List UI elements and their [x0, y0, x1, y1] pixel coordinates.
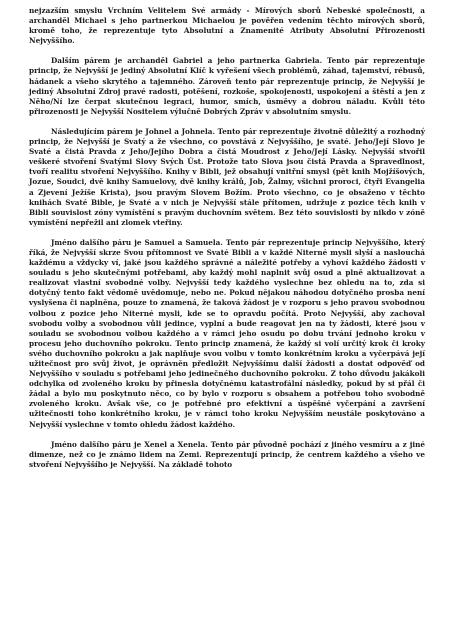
- paragraph-1: nejzazším smyslu Vrchním Velitelem Své armády - Mírových sborů Nebeské společnosti, a archanděl Michael s jeho partnerkou Michaelou je pověřen vedením těchto mírových sborů, kromě toho, že reprezentuje tyto Absolutní a Znamenité Atributy Absolutní Přirozenosti Nejvyššího.: [29, 6, 425, 46]
- paragraph-3: Následujícím párem je Johnel a Johnela. Tento pár reprezentuje životně důležitý a rozhodný princip, že Nejvyšší je Svatý a že všechno, co povstává z Nejvyššího, je svaté. Jeho/Její Slovo je Svaté a čistá Pravda z Jeho/Jejího Dobra a čistá Moudrost z Jeho/Její Lásky. Nejvyšší stvořil veškeré stvoření Svatými Slovy Svých Úst. Protože tato Slova jsou čistá Pravda a Spravedlnost, tvoří realitu stvoření Nejvyššího. Knihy v Bibli, jež obsahují vnitřní smysl (pět knih Mojžíšových, Jozue, Soudci, dvě knihy Samuelovy, dvě knihy králů, Job, Žalmy, všichni proroci, čtyři Evangelia a Zjevení Ježíše Krista), jsou pravým Slovem Božím. Proto všechno, co je obsaženo v těchto knihách Svaté Bible, je Svaté a v nich je Nejvyšší stále přítomen, udržuje z pozice těch knih v Bibli souvislost zóny vymístění s pravým duchovním světem. Bez této souvislosti by nikdo v zóně vymístění nepřežil ani zlomek vteřiny.: [29, 126, 425, 227]
- paragraph-5: Jméno dalšího páru je Xenel a Xenela. Tento pár původně pochází z jiného vesmíru a z jiné dimenze, než co je známo lidem na Zemi. Reprezentují princip, že centrem každého a všeho ve stvoření Nejvyššího je Nejvyšší. Na základě tohoto: [29, 439, 425, 469]
- paragraph-4: Jméno dalšího páru je Samuel a Samuela. Tento pár reprezentuje princip Nejvyššího, který říká, že Nejvyšší skrze Svou přítomnost ve Svaté Bibli a v každé Niterné mysli slyší a naslouchá každému a vždycky ví, jaké jsou každého správné a náležité potřeby a vyhoví každého žádosti v souladu s jeho skutečnými potřebami, aby každý mohl naplnit svůj osud a plně aktualizovat a realizovat vlastní svobodné volby. Nejvyšší tedy každého vyslechne bez ohledu na to, zda si dotyčný tento fakt vědomě uvědomuje, nebo ne. Pokud nějakou náhodou dotyčného prosba není vyslyšena či naplněna, pouze to znamená, že taková žádost je v rozporu s jeho pravou svobodnou volbou z pozice jeho Niterné mysli, kde se to opravdu počítá. Proto Nejvyšší, aby zachoval svobodu volby a svobodnou vůli jedince, vyplní a bude reagovat jen na ty žádosti, které jsou v souladu se svobodnou volbou každého a v rámci jeho osudu po dobu trvání jednoho kroku v procesu jeho duchovního pokroku. Tento princip znamená, že každý si volí určitý krok či kroky svého duchovního pokroku a jak naplňuje svou volbu v tomto konkrétním kroku a vyčerpává její užitečnost pro svůj život, je oprávněn předložit Nejvyššímu další žádosti a dostat odpověď od Nejvyššího v souladu s potřebami jeho jedinečného duchovního pokroku. Z toho důvodu jakákoli odchylka od zvoleného kroku by přinesla dotyčnému katastrofální následky, pokud by si přál či žádal a bylo mu poskytnuto něco, co by bylo v rozporu s obsahem a potřebou toho svobodně zvoleného kroku. Avšak vše, co je potřebné pro efektivní a úspěšné vyčerpání a završení užitečnosti toho konkrétního kroku, je v rámci toho kroku Nejvyšším neustále poskytováno a Nejvyšší vyslechne v tomto ohledu žádost každého.: [29, 237, 425, 429]
- paragraph-2: Dalším párem je archanděl Gabriel a jeho partnerka Gabriela. Tento pár reprezentuje princip, že Nejvyšší je jediný Absolutní Klíč k vyřešení všech problémů, záhad, tajemství, rébusů, hádanek a všeho skrytého a tajemného. Zároveň tento pár reprezentuje princip, že Nejvyšší je jediný Absolutní Zdroj pravé radosti, potěšení, rozkoše, spokojenosti, uspokojení a štěstí a jen z Něho/Ní lze čerpat skutečnou legraci, humor, smích, úsměvy a dobrou náladu. Kvůli této přirozenosti je Nejvyšší Nositelem výlučně Dobrých Zpráv v absolutním smyslu.: [29, 56, 425, 116]
